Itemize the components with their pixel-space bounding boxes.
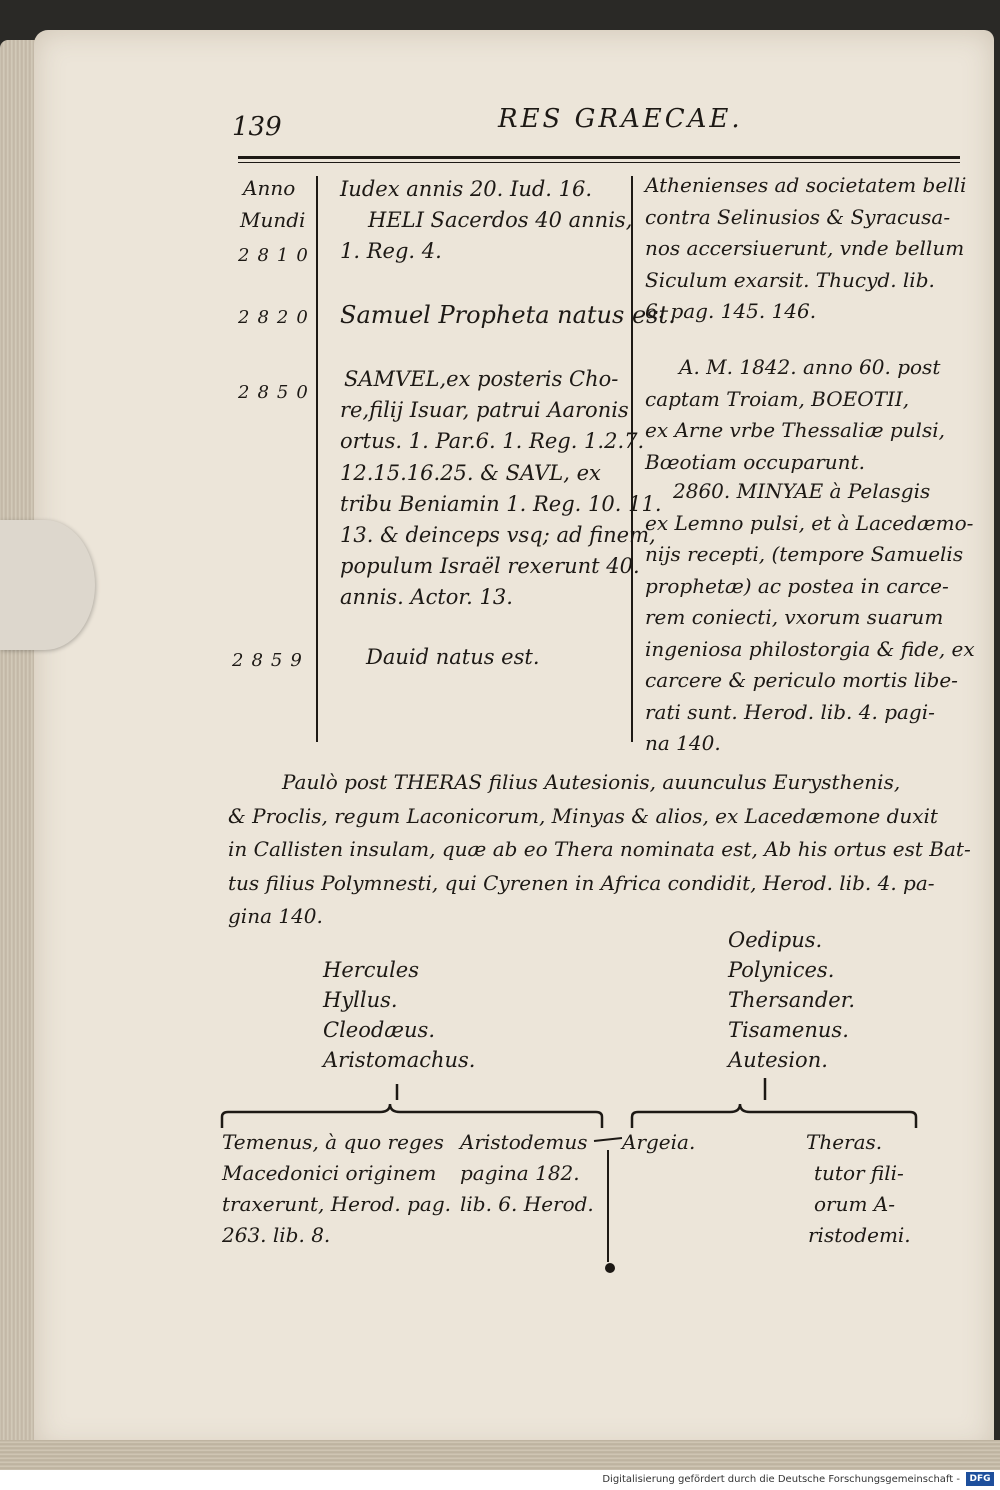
text-line: contra Selinusios & Syracusa-: [645, 204, 951, 229]
text-line: & Proclis, regum Laconicorum, Minyas & alios, ex Lacedæmone duxit: [228, 803, 938, 828]
text-line: 263. lib. 8.: [222, 1223, 331, 1247]
text-line: orum A-: [814, 1192, 896, 1216]
year-2810: 2810: [238, 245, 316, 266]
text-line: tribu Beniamin 1. Reg. 10. 11.: [340, 491, 662, 516]
text-line: Iudex annis 20. Iud. 16.: [340, 177, 593, 201]
funding-notice: Digitalisierung gefördert durch die Deutsche Forschungsgemeinschaft -: [602, 1474, 960, 1485]
text-line: nijs recepti, (tempore Samuelis: [645, 542, 964, 566]
text-line: traxerunt, Herod. pag.: [222, 1192, 451, 1216]
text-line: Paulò post THERAS filius Autesionis, auunculus Eurysthenis,: [282, 770, 901, 794]
text-line: carcere & periculo mortis libe-: [645, 668, 958, 692]
left-brace: [222, 1104, 602, 1128]
text-line: prophetæ) ac postea in carce-: [645, 573, 949, 598]
text-line: gina 140.: [228, 904, 323, 928]
text-line: Athenienses ad societatem belli: [645, 173, 967, 197]
child-argeia: Argeia.: [622, 1130, 696, 1154]
text-line: in Callisten insulam, quæ ab eo Thera nominata est, Ab his ortus est Bat-: [228, 837, 971, 861]
text-line: Temenus, à quo reges: [222, 1130, 444, 1154]
text-line: A. M. 1842. anno 60. post: [679, 355, 941, 379]
text-line: ex Arne vrbe Thessaliæ pulsi,: [645, 418, 945, 442]
dfg-logo: DFG: [966, 1472, 994, 1486]
text-line: tutor fili-: [814, 1161, 904, 1185]
entry-david-born: Dauid natus est.: [366, 645, 540, 669]
text-line: Bœotiam occuparunt.: [645, 449, 865, 474]
name-tisamenus: Tisamenus.: [728, 1018, 849, 1042]
text-line: 2860. MINYAE à Pelasgis: [673, 479, 931, 503]
marriage-line: [594, 1138, 622, 1141]
text-line: na 140.: [645, 731, 721, 755]
ink-dot: [605, 1263, 615, 1273]
name-hyllus: Hyllus.: [323, 988, 398, 1012]
text-line: re,filij Isuar, patrui Aaronis: [340, 398, 629, 423]
name-polynices: Polynices.: [728, 958, 835, 982]
name-thersander: Thersander.: [728, 988, 856, 1012]
text-line: 13. & deinceps vsq; ad finem,: [340, 523, 656, 548]
text-line: captam Troiam, BOEOTII,: [645, 386, 910, 411]
text-line: Siculum exarsit. Thucyd. lib.: [645, 267, 935, 292]
text-line: Macedonici originem: [222, 1161, 437, 1185]
page-number: 139: [232, 112, 282, 142]
text-line: HELI Sacerdos 40 annis,: [368, 208, 633, 232]
name-oedipus: Oedipus.: [728, 928, 823, 952]
text-line: Theras.: [806, 1130, 883, 1154]
right-brace: [632, 1104, 916, 1128]
year-2859: 2859: [232, 650, 310, 671]
text-line: ortus. 1. Par.6. 1. Reg. 1.2.7.: [340, 429, 645, 454]
text-line: lib. 6. Herod.: [460, 1192, 594, 1216]
text-line: Aristodemus: [460, 1130, 588, 1154]
name-hercules: Hercules: [323, 958, 419, 982]
text-line: ex Lemno pulsi, et à Lacedæmo-: [645, 510, 974, 535]
text-line: rem coniecti, vxorum suarum: [645, 605, 944, 629]
year-2850: 2850: [238, 382, 316, 403]
text-line: 12.15.16.25. & SAVL, ex: [340, 460, 601, 485]
mundi-label: Mundi: [240, 208, 306, 232]
text-line: tus filius Polymnesti, qui Cyrenen in Africa condidit, Herod. lib. 4. pa-: [228, 870, 935, 895]
text-line: pagina 182.: [460, 1161, 580, 1185]
child-theras: [804, 1127, 911, 1251]
text-line: populum Israël rexerunt 40.: [340, 554, 640, 579]
year-2820: 2820: [238, 307, 316, 328]
text-line: ristodemi.: [808, 1223, 911, 1247]
text-line: SAMVEL,ex posteris Cho-: [344, 367, 619, 391]
entry-samuel-born: Samuel Propheta natus est.: [340, 301, 676, 329]
name-aristomachus: Aristomachus.: [323, 1048, 476, 1072]
child-temenus: [222, 1127, 451, 1251]
name-cleodaeus: Cleodæus.: [323, 1018, 436, 1042]
name-autesion: Autesion.: [728, 1048, 828, 1072]
anno-label: Anno: [243, 176, 296, 200]
text-line: annis. Actor. 13.: [340, 585, 513, 610]
running-title: RES GRAECAE.: [498, 104, 743, 134]
child-aristodemus: [460, 1127, 594, 1220]
text-line: ingeniosa philostorgia & fide, ex: [645, 636, 975, 661]
text-line: rati sunt. Herod. lib. 4. pagi-: [645, 699, 935, 724]
text-line: 6. pag. 145. 146.: [645, 299, 817, 323]
text-line: 1. Reg. 4.: [340, 239, 442, 263]
text-line: nos accersiuerunt, vnde bellum: [645, 236, 965, 260]
